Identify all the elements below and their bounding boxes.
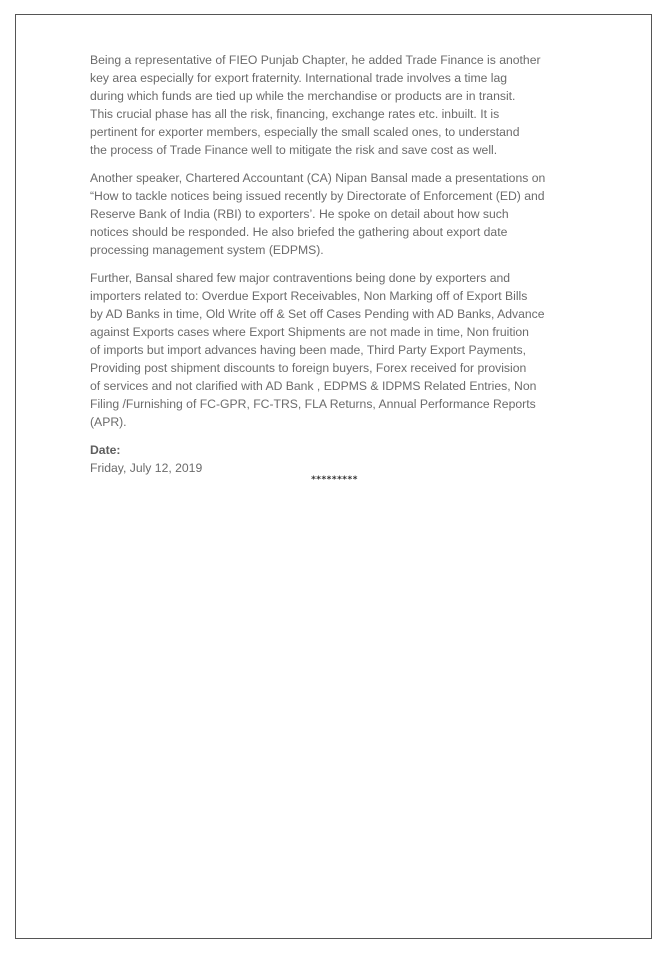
paragraph-line: “How to tackle notices being issued recently by Directorate of Enforcement (ED) and [90,189,545,203]
end-separator: ********* [311,475,358,485]
paragraph-line: key area especially for export fraternity. International trade involves a time lag [90,71,508,85]
paragraph-line: Being a representative of FIEO Punjab Chapter, he added Trade Finance is another [90,53,541,67]
paragraph-speaker-bansal [90,169,566,259]
date-label: Date: [90,443,121,457]
document-body [90,51,566,477]
paragraph-line: Filing /Furnishing of FC-GPR, FC-TRS, FLA Returns, Annual Performance Reports [90,397,536,411]
paragraph-line: Reserve Bank of India (RBI) to exporters’. He spoke on detail about how such [90,207,509,221]
paragraph-line: importers related to: Overdue Export Receivables, Non Marking off of Export Bills [90,289,528,303]
paragraph-line: during which funds are tied up while the merchandise or products are in transit. [90,89,516,103]
paragraph-line: of imports but import advances having been made, Third Party Export Payments, [90,343,527,357]
paragraph-line: processing management system (EDPMS). [90,243,324,257]
paragraph-line: Further, Bansal shared few major contraventions being done by exporters and [90,271,511,285]
paragraph-line: pertinent for exporter members, especially the small scaled ones, to understand [90,125,520,139]
paragraph-line: This crucial phase has all the risk, financing, exchange rates etc. inbuilt. It is [90,107,500,121]
paragraph-line: the process of Trade Finance well to mitigate the risk and save cost as well. [90,143,498,157]
date-value: Friday, July 12, 2019 [90,461,203,475]
paragraph-trade-finance [90,51,566,159]
paragraph-line: notices should be responded. He also briefed the gathering about export date [90,225,508,239]
paragraph-line: (APR). [90,415,127,429]
paragraph-line: against Exports cases where Export Shipments are not made in time, Non fruition [90,325,529,339]
paragraph-contraventions [90,269,566,431]
paragraph-line: Providing post shipment discounts to foreign buyers, Forex received for provision [90,361,527,375]
paragraph-line: Another speaker, Chartered Accountant (CA) Nipan Bansal made a presentations on [90,171,546,185]
paragraph-line: by AD Banks in time, Old Write off & Set off Cases Pending with AD Banks, Advance [90,307,545,321]
paragraph-line: of services and not clarified with AD Bank , EDPMS & IDPMS Related Entries, Non [90,379,537,393]
